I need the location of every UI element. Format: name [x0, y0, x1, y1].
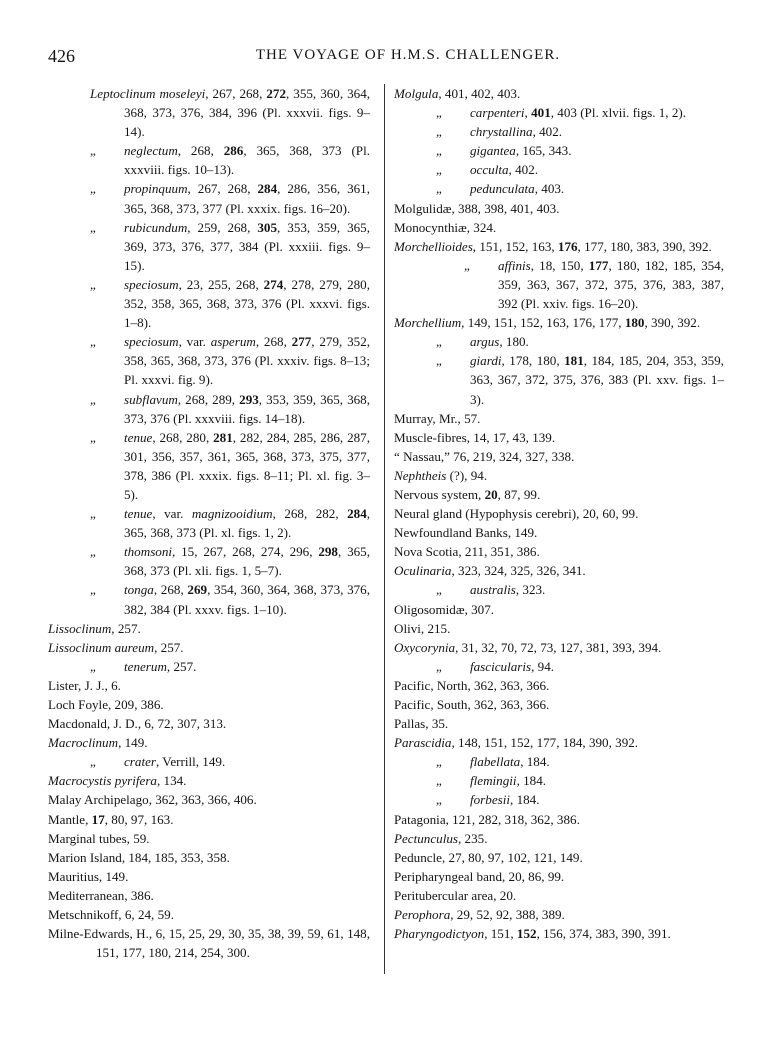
- taxon-name: thomsoni: [124, 544, 173, 560]
- taxon-name: argus: [470, 334, 500, 350]
- ditto-mark: „: [90, 754, 96, 770]
- taxon-name: flabellata: [470, 754, 521, 770]
- entry-text: Pacific, North, 362, 363, 366.: [394, 677, 550, 693]
- index-column-right: [394, 84, 724, 943]
- taxon-name: Morchellium: [394, 315, 462, 331]
- index-entry: [48, 714, 370, 733]
- index-entry: [394, 199, 724, 218]
- ditto-mark: „: [436, 754, 442, 770]
- principal-page-ref: 177: [588, 257, 609, 273]
- entry-text: ,: [524, 105, 532, 121]
- entry-text: , 390, 392.: [644, 315, 701, 331]
- entry-text: Neural gland (Hypophysis cerebri), 20, 60, 99.: [394, 506, 639, 522]
- entry-text: Lister, J. J., 6.: [48, 677, 121, 693]
- index-entry: [394, 829, 724, 848]
- taxon-name: speciosum: [124, 276, 179, 292]
- index-entry: [394, 218, 724, 237]
- index-column-left: [48, 84, 370, 962]
- ditto-mark: „: [436, 181, 442, 197]
- taxon-name: Macrocystis pyrifera: [48, 773, 157, 789]
- taxon-name: subflavum: [124, 391, 178, 407]
- index-entry: [394, 886, 724, 905]
- entry-text: , 180, 182, 185, 354, 359, 363, 367, 372, 375, 376, 383, 387, 392 (Pl. xxiv. figs. 16–20).: [498, 257, 725, 312]
- principal-page-ref: 284: [257, 181, 278, 197]
- principal-page-ref: 20: [484, 486, 498, 502]
- index-entry: [48, 428, 370, 504]
- entry-text: , 151, 152, 163,: [472, 238, 558, 254]
- index-entry: [394, 771, 724, 790]
- index-entry: [48, 829, 370, 848]
- entry-text: Macdonald, J. D., 6, 72, 307, 313.: [48, 716, 227, 732]
- principal-page-ref: 284: [347, 506, 367, 522]
- ditto-mark: „: [436, 105, 442, 121]
- entry-text: Nova Scotia, 211, 351, 386.: [394, 544, 540, 560]
- entry-text: (?), 94.: [446, 467, 488, 483]
- taxon-name: pedunculata: [470, 181, 535, 197]
- taxon-name: Oxycorynia: [394, 639, 456, 655]
- entry-text: , 268, 282,: [272, 506, 348, 522]
- index-entry: [48, 848, 370, 867]
- index-entry: [394, 122, 724, 141]
- ditto-mark: „: [90, 544, 96, 560]
- taxon-name: speciosum: [124, 334, 179, 350]
- entry-text: , 355, 360, 364, 368, 373, 376, 384, 396 (Pl. xxxvii. figs. 9–14).: [124, 86, 371, 140]
- entry-text: , 365, 368, 373 (Pl. xl. figs. 1, 2).: [124, 506, 371, 541]
- entry-text: , 353, 359, 365, 368, 373, 376 (Pl. xxxviii. figs. 14–18).: [124, 391, 370, 426]
- index-entry: [48, 275, 370, 332]
- index-entry: [394, 256, 724, 313]
- entry-text: , 257.: [111, 620, 141, 636]
- entry-text: , 259, 268,: [187, 219, 258, 235]
- running-head: [0, 47, 776, 64]
- entry-text: Oligosomidæ, 307.: [394, 601, 495, 617]
- index-entry: [394, 313, 724, 332]
- entry-text: , 282, 284, 285, 286, 287, 301, 356, 357, 361, 365, 368, 373, 375, 377, 378, 386 (Pl. xxxix. figs. 8–11; Pl. xl. fig. 3–5).: [124, 429, 370, 502]
- index-entry: [48, 542, 370, 580]
- principal-page-ref: 281: [213, 429, 233, 445]
- index-entry: [48, 676, 370, 695]
- entry-text: , 403.: [534, 181, 565, 197]
- ditto-mark: „: [90, 429, 96, 445]
- principal-page-ref: 269: [187, 582, 208, 598]
- taxon-name: Macroclinum: [48, 735, 119, 751]
- index-entry: [394, 179, 724, 198]
- entry-text: Mauritius, 149.: [48, 868, 129, 884]
- index-entry: [48, 580, 370, 618]
- index-entry: [394, 600, 724, 619]
- entry-text: , 279, 352, 358, 365, 368, 373, 376 (Pl. xxxiv. figs. 8–13; Pl. xxxvi. fig. 9).: [124, 334, 371, 388]
- entry-text: , 257.: [166, 658, 197, 674]
- taxon-name: forbesii: [470, 792, 511, 808]
- entry-text: , 29, 52, 92, 388, 389.: [450, 907, 565, 923]
- principal-page-ref: 181: [564, 353, 584, 369]
- ditto-mark: „: [90, 181, 96, 197]
- index-entry: [394, 695, 724, 714]
- ditto-mark: „: [90, 506, 96, 522]
- entry-text: Malay Archipelago, 362, 363, 366, 406.: [48, 792, 257, 808]
- ditto-mark: „: [436, 334, 442, 350]
- principal-page-ref: 176: [557, 238, 578, 254]
- taxon-name: tenerum: [124, 658, 167, 674]
- taxon-name: tenue: [124, 506, 153, 522]
- entry-text: , 184.: [510, 792, 540, 808]
- taxon-name: chrystallina: [470, 124, 533, 140]
- ditto-mark: „: [90, 582, 96, 598]
- index-entry: [394, 523, 724, 542]
- principal-page-ref: 272: [266, 86, 287, 101]
- ditto-mark: „: [90, 219, 96, 235]
- entry-text: Muscle-fibres, 14, 17, 43, 139.: [394, 429, 556, 445]
- ditto-mark: „: [436, 143, 442, 159]
- entry-text: , 165, 343.: [515, 143, 572, 159]
- taxon-name: Pharyngodictyon: [394, 926, 485, 942]
- index-entry: [394, 141, 724, 160]
- ditto-mark: „: [90, 334, 96, 350]
- entry-text: Marginal tubes, 59.: [48, 830, 150, 846]
- entry-text: Milne-Edwards, H., 6, 15, 25, 29, 30, 35, 38, 39, 59, 61, 148, 151, 177, 180, 214, 254, 300.: [48, 926, 370, 961]
- taxon-name: Lissoclinum: [48, 620, 112, 636]
- ditto-mark: „: [90, 143, 96, 159]
- index-entry: [394, 160, 724, 179]
- taxon-name: Perophora: [394, 907, 451, 923]
- entry-text: Molgulidæ, 388, 398, 401, 403.: [394, 200, 560, 216]
- taxon-name: flemingii: [470, 773, 517, 789]
- index-entry: [394, 619, 724, 638]
- index-entry: [394, 676, 724, 695]
- taxon-name: affinis: [498, 257, 531, 273]
- entry-text: , 402.: [508, 162, 539, 178]
- entry-text: , 268, 280,: [152, 429, 214, 445]
- index-entry: [394, 905, 724, 924]
- entry-text: , var.: [152, 506, 192, 522]
- ditto-mark: „: [436, 162, 442, 178]
- principal-page-ref: 286: [223, 143, 244, 159]
- index-entry: [48, 771, 370, 790]
- taxon-name: occulta: [470, 162, 509, 178]
- taxon-name: rubicundum: [124, 219, 188, 235]
- index-entry: [48, 141, 370, 179]
- entry-text: , 184.: [520, 754, 550, 770]
- index-entry: [48, 390, 370, 428]
- index-entry: [48, 790, 370, 809]
- taxon-name: Oculinaria: [394, 563, 452, 579]
- index-entry: [394, 657, 724, 676]
- index-entry: [394, 810, 724, 829]
- entry-text: , 23, 255, 268,: [178, 276, 264, 292]
- index-entry: [394, 103, 724, 122]
- index-entry: [394, 924, 724, 943]
- taxon-name: Parascidia: [394, 735, 452, 751]
- index-entry: [48, 638, 370, 657]
- entry-text: , 148, 151, 152, 177, 184, 390, 392.: [451, 735, 639, 751]
- entry-text: , 353, 359, 365, 369, 373, 376, 377, 384 (Pl. xxxiii. figs. 9–15).: [124, 219, 371, 273]
- entry-text: Mediterranean, 386.: [48, 887, 154, 903]
- index-entry: [48, 810, 370, 829]
- entry-text: Newfoundland Banks, 149.: [394, 525, 538, 541]
- entry-text: , 15, 267, 268, 274, 296,: [172, 544, 319, 560]
- entry-text: Olivi, 215.: [394, 620, 451, 636]
- taxon-name: australis: [470, 582, 516, 598]
- index-entry: [48, 179, 370, 217]
- entry-text: , 31, 32, 70, 72, 73, 127, 381, 393, 394.: [455, 639, 662, 655]
- entry-text: , 134.: [156, 773, 187, 789]
- page-number: 426: [48, 46, 75, 66]
- entry-text: , 402.: [532, 124, 563, 140]
- entry-text: , 184, 185, 204, 353, 359, 363, 367, 372, 375, 376, 383 (Pl. xxv. figs. 1–3).: [470, 353, 724, 407]
- ditto-mark: „: [436, 773, 442, 789]
- principal-page-ref: 17: [91, 811, 105, 827]
- entry-text: Peritubercular area, 20.: [394, 887, 517, 903]
- entry-text: Mantle,: [48, 811, 92, 827]
- index-entry: [48, 867, 370, 886]
- index-entry: [394, 733, 724, 752]
- ditto-mark: „: [436, 353, 442, 369]
- principal-page-ref: 305: [257, 219, 278, 235]
- taxon-name: Nephtheis: [394, 467, 447, 483]
- ditto-mark: „: [90, 391, 96, 407]
- entry-text: , 268, 289,: [177, 391, 240, 407]
- entry-text: , 178, 180,: [501, 353, 565, 369]
- index-entry: [48, 905, 370, 924]
- index-entry: [48, 733, 370, 752]
- index-entry: [394, 504, 724, 523]
- entry-text: , 80, 97, 163.: [104, 811, 174, 827]
- entry-text: , 403 (Pl. xlvii. figs. 1, 2).: [550, 105, 687, 121]
- entry-text: , 257.: [154, 639, 184, 655]
- principal-page-ref: 298: [318, 544, 338, 560]
- index-entry: [394, 466, 724, 485]
- principal-page-ref: 401: [531, 105, 551, 121]
- index-entry: [394, 332, 724, 351]
- entry-text: , 18, 150,: [530, 257, 589, 273]
- taxon-name: crater: [124, 754, 156, 770]
- entry-text: , 268,: [153, 582, 188, 598]
- index-entry: [394, 561, 724, 580]
- taxon-name: Morchellioides: [394, 238, 473, 254]
- entry-text: Murray, Mr., 57.: [394, 410, 481, 426]
- entry-text: , 268,: [177, 143, 224, 159]
- entry-text: Pallas, 35.: [394, 716, 449, 732]
- entry-text: , 177, 180, 383, 390, 392.: [577, 238, 712, 254]
- index-entry: [48, 657, 370, 676]
- index-entry: [394, 447, 724, 466]
- index-entry: [394, 84, 724, 103]
- taxon-name: asperum: [210, 334, 256, 350]
- index-entry: [48, 619, 370, 638]
- taxon-name: gigantea: [470, 143, 516, 159]
- index-entry: [394, 867, 724, 886]
- taxon-name: Molgula: [394, 86, 439, 101]
- taxon-name: fascicularis: [470, 658, 532, 674]
- entry-text: , Verrill, 149.: [156, 754, 226, 770]
- taxon-name: giardi: [470, 353, 502, 369]
- index-entry: [48, 332, 370, 389]
- taxon-name: propinquum: [124, 181, 188, 197]
- entry-text: , 365, 368, 373 (Pl. xxxviii. figs. 10–13).: [124, 143, 370, 178]
- entry-text: Loch Foyle, 209, 386.: [48, 697, 164, 712]
- index-entry: [394, 428, 724, 447]
- entry-text: , 149, 151, 152, 163, 176, 177,: [461, 315, 625, 331]
- taxon-name: tonga: [124, 582, 154, 598]
- entry-text: , 151,: [484, 926, 517, 942]
- entry-text: , 87, 99.: [497, 486, 541, 502]
- ditto-mark: „: [90, 276, 96, 292]
- index-entry: [394, 752, 724, 771]
- entry-text: , 401, 402, 403.: [438, 86, 521, 101]
- taxon-name: Leptoclinum moseleyi: [90, 86, 206, 101]
- principal-page-ref: 277: [291, 334, 312, 350]
- entry-text: Nervous system,: [394, 486, 485, 502]
- entry-text: , 180.: [499, 334, 529, 350]
- entry-text: , 267, 268,: [205, 86, 267, 101]
- index-entry: [48, 886, 370, 905]
- entry-text: , 156, 374, 383, 390, 391.: [536, 926, 671, 942]
- index-entry: [394, 409, 724, 428]
- index-entry: [48, 84, 370, 141]
- entry-text: “ Nassau,” 76, 219, 324, 327, 338.: [394, 448, 575, 464]
- entry-text: Monocynthiæ, 324.: [394, 219, 497, 235]
- ditto-mark: „: [436, 582, 442, 598]
- entry-text: Metschnikoff, 6, 24, 59.: [48, 907, 174, 923]
- principal-page-ref: 293: [239, 391, 259, 407]
- index-entry: [394, 790, 724, 809]
- entry-text: , 323, 324, 325, 326, 341.: [451, 563, 586, 579]
- index-entry: [394, 237, 724, 256]
- entry-text: Marion Island, 184, 185, 353, 358.: [48, 849, 230, 865]
- index-entry: [48, 752, 370, 771]
- entry-text: , 184.: [516, 773, 547, 789]
- index-entry: [394, 714, 724, 733]
- entry-text: , 268,: [255, 334, 292, 350]
- entry-text: Peripharyngeal band, 20, 86, 99.: [394, 868, 565, 884]
- principal-page-ref: 180: [624, 315, 645, 331]
- entry-text: , 267, 268,: [187, 181, 258, 197]
- entry-text: Patagonia, 121, 282, 318, 362, 386.: [394, 811, 580, 827]
- index-entry: [48, 924, 370, 962]
- index-entry: [394, 351, 724, 408]
- entry-text: , 235.: [458, 830, 488, 846]
- entry-text: , 323.: [515, 582, 546, 598]
- entry-text: , 365, 368, 373 (Pl. xli. figs. 1, 5–7).: [124, 544, 370, 579]
- index-entry: [394, 542, 724, 561]
- entry-text: , 278, 279, 280, 352, 358, 365, 368, 373, 376 (Pl. xxxvi. figs. 1–8).: [124, 276, 370, 331]
- entry-text: , 354, 360, 364, 368, 373, 376, 382, 384 (Pl. xxxv. figs. 1–10).: [124, 582, 371, 617]
- taxon-name: neglectum: [124, 143, 178, 159]
- taxon-name: magnizooidium: [191, 506, 273, 522]
- taxon-name: carpenteri: [470, 105, 525, 121]
- ditto-mark: „: [436, 124, 442, 140]
- index-entry: [394, 485, 724, 504]
- entry-text: , 94.: [531, 658, 555, 674]
- ditto-mark: „: [436, 658, 442, 674]
- index-entry: [48, 218, 370, 275]
- entry-text: , 149.: [118, 735, 148, 751]
- ditto-mark: „: [464, 257, 470, 273]
- entry-text: Pacific, South, 362, 363, 366.: [394, 697, 550, 712]
- principal-page-ref: 274: [263, 276, 284, 292]
- running-head-title: THE VOYAGE OF H.M.S. CHALLENGER.: [255, 47, 561, 63]
- entry-text: , 286, 356, 361, 365, 368, 373, 377 (Pl. xxxix. figs. 16–20).: [124, 181, 371, 216]
- index-entry: [394, 638, 724, 657]
- index-entry: [48, 504, 370, 542]
- column-divider: [384, 84, 385, 974]
- entry-text: , var.: [178, 334, 211, 350]
- taxon-name: Pectunculus: [394, 830, 458, 846]
- index-entry: [394, 580, 724, 599]
- entry-text: Peduncle, 27, 80, 97, 102, 121, 149.: [394, 849, 583, 865]
- ditto-mark: „: [90, 658, 96, 674]
- principal-page-ref: 152: [516, 926, 537, 942]
- index-entry: [394, 848, 724, 867]
- taxon-name: Lissoclinum aureum: [48, 639, 155, 655]
- ditto-mark: „: [436, 792, 442, 808]
- index-entry: [48, 695, 370, 714]
- taxon-name: tenue: [124, 429, 153, 445]
